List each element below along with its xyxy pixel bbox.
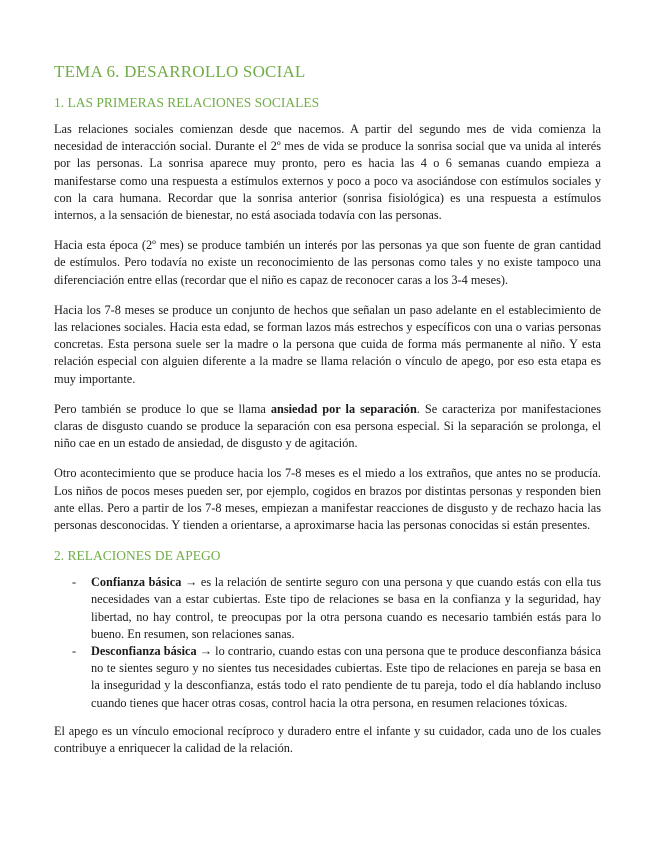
bold-term-confianza: Confianza básica (91, 575, 182, 590)
attachment-types-list (54, 574, 601, 712)
document-title: TEMA 6. DESARROLLO SOCIAL (54, 62, 306, 81)
list-item-confianza (72, 574, 602, 643)
paragraph-text: . Se caracteriza por manifestaciones claras de disgusto cuando se produce la separación con esa persona especial. Si la separación se prolonga, el niño cae en un estado de ansiedad, de disgusto y de agitación. (54, 401, 601, 451)
paragraph-text: Pero también se produce lo que se llama (54, 401, 271, 416)
bold-term-ansiedad: ansiedad por la separación (270, 401, 417, 416)
list-item-text: → es la relación de sentirte seguro con una persona y que cuando estás con ella tus necesidades van a estar cubiertas. Este tipo de relaciones se basa en la confianza y la seguridad, hay libertad, no hay control, te preocupas por la otra persona cuando es necesario también estás para lo bueno. En resumen, son relaciones sanas. (91, 575, 602, 641)
list-marker: - (72, 575, 77, 590)
paragraph-miedo-extranos: Otro acontecimiento que se produce hacia los 7-8 meses es el miedo a los extraños, que antes no se producía. Los niños de pocos meses pueden ser, por ejemplo, cogidos en brazos por distintas personas y responden bien ante ellas. Pero a partir de los 7-8 meses, empiezan a manifestar reacciones de disgusto y de rechazo hacia las personas desconocidas. Y tienden a orientarse, a aproximarse hacia las personas conocidas si están presentes. (54, 466, 601, 533)
paragraph-sonrisa-social: Las relaciones sociales comienzan desde que nacemos. A partir del segundo mes de vida comienza la necesidad de interacción social. Durante el 2º mes de vida se produce la sonrisa social que va unida al interés por las personas. La sonrisa aparece muy pronto, pero es hacia las 4 o 6 semanas cuando empieza a manifestarse como una respuesta a estímulos externos y poco a poco va asociándose con estímulos sociales y con la cara humana. Recordar que la sonrisa anterior (sonrisa fisiológica) es una respuesta a estímulos internos, a la sensación de bienestar, no está asociada todavía con las personas. (54, 122, 601, 223)
bold-term-desconfianza: Desconfianza básica (91, 644, 197, 659)
paragraph-vinculo-apego: Hacia los 7-8 meses se produce un conjunto de hechos que señalan un paso adelante en el establecimiento de las relaciones sociales. Hacia esta edad, se forman lazos más estrechos y específicos con una o varias personas concretas. Esta persona suele ser la madre o la persona que cuida de forma más permanente al niño. Y esta relación especial con alguien diferente a la madre se llama relación o vínculo de apego, por eso esta etapa es muy importante. (54, 302, 601, 386)
paragraph-ansiedad-separacion (54, 401, 601, 453)
section-heading-relaciones-apego: 2. RELACIONES DE APEGO (54, 548, 221, 564)
list-marker: - (72, 644, 77, 659)
list-item-text: → lo contrario, cuando estas con una persona que te produce desconfianza básica no te sientes seguro y no sientes tus necesidades cubiertas. Este tipo de relaciones en pareja se basa en la inseguridad y la desconfianza, estás todo el rato pendiente de tu pareja, todo el día hablando incluso cuando tienes que hacer otras cosas, control hacia la otra persona, en resumen relaciones tóxicas. (91, 644, 601, 710)
list-item-desconfianza (72, 643, 601, 712)
paragraph-interes-personas: Hacia esta época (2º mes) se produce también un interés por las personas ya que son fuente de gran cantidad de estímulos. Pero todavía no existe un reconocimiento de las personas como tales y no existe tampoco una diferenciación entre ellas (recordar que el niño es capaz de reconocer caras a los 3-4 meses). (54, 238, 601, 287)
paragraph-definicion-apego: El apego es un vínculo emocional recíproco y duradero entre el infante y su cuidador, cada uno de los cuales contribuye a enriquecer la calidad de la relación. (54, 723, 601, 756)
section-heading-primeras-relaciones: 1. LAS PRIMERAS RELACIONES SOCIALES (54, 95, 320, 110)
